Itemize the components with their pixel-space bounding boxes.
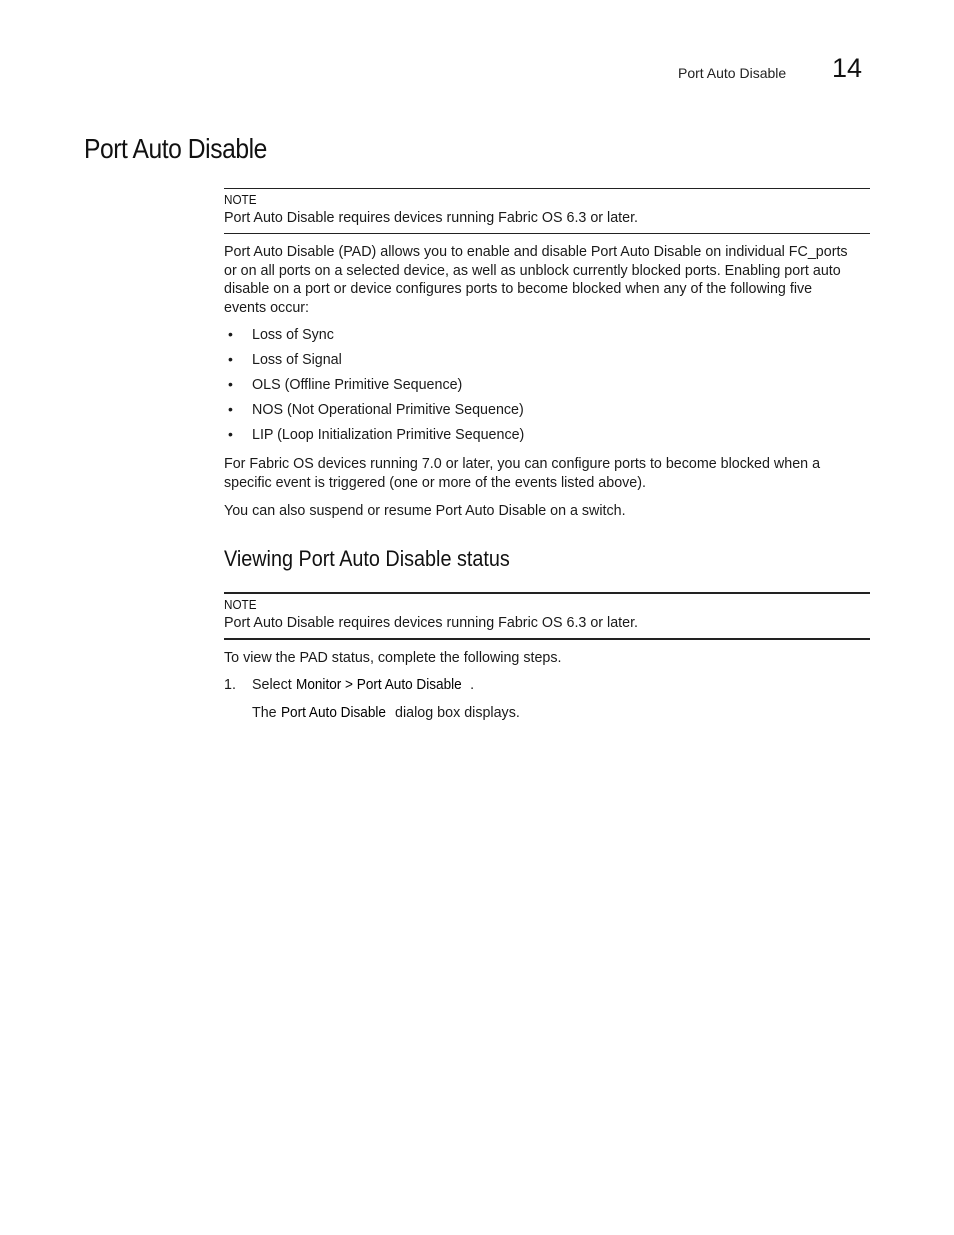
list-item-text: LIP (Loop Initialization Primitive Sequence) [252, 427, 525, 443]
suspend-paragraph: You can also suspend or resume Port Auto Disable on a switch. [224, 503, 626, 519]
intro-line: events occur: [224, 300, 310, 316]
running-header-section: Port Auto Disable [678, 65, 787, 81]
note-label: NOTE [224, 597, 257, 612]
note-box [224, 592, 870, 640]
step-prefix: Select [252, 677, 296, 693]
note-label: NOTE [224, 192, 257, 207]
section-heading: Viewing Port Auto Disable status [224, 546, 510, 571]
list-item-text: NOS (Not Operational Primitive Sequence) [252, 402, 524, 418]
intro-line: disable on a port or device configures ports to become blocked when any of the following five [224, 281, 813, 297]
bullet-icon: • [228, 326, 233, 342]
step-number: 1. [224, 677, 236, 693]
bullet-icon: • [228, 426, 233, 442]
paragraph-line: specific event is triggered (one or more of the events listed above). [224, 475, 646, 491]
bullet-icon: • [228, 351, 233, 367]
note-box [224, 188, 870, 234]
chapter-number: 14 [832, 53, 863, 83]
bullet-icon: • [228, 376, 233, 392]
page-title: Port Auto Disable [84, 133, 267, 164]
paragraph-line: For Fabric OS devices running 7.0 or later, you can configure ports to become blocked when a [224, 456, 821, 472]
steps-lead: To view the PAD status, complete the following steps. [224, 650, 562, 666]
note-text: Port Auto Disable requires devices running Fabric OS 6.3 or later. [224, 210, 639, 226]
list-item-text: Loss of Sync [252, 327, 334, 343]
dialog-name: Port Auto Disable [280, 705, 386, 721]
result-suffix: dialog box displays. [391, 705, 520, 721]
menu-path: Monitor > Port Auto Disable [295, 677, 462, 693]
note-text: Port Auto Disable requires devices running Fabric OS 6.3 or later. [224, 615, 639, 631]
list-item-text: Loss of Signal [252, 352, 342, 368]
list-item-text: OLS (Offline Primitive Sequence) [252, 377, 463, 393]
step-result [252, 705, 520, 721]
step-text [252, 677, 474, 693]
result-prefix: The [252, 705, 281, 721]
intro-line: Port Auto Disable (PAD) allows you to enable and disable Port Auto Disable on individual FC_ports [224, 244, 848, 260]
intro-line: or on all ports on a selected device, as well as unblock currently blocked ports. Enabling port auto [224, 263, 841, 279]
bullet-icon: • [228, 401, 233, 417]
step-suffix: . [470, 677, 475, 693]
